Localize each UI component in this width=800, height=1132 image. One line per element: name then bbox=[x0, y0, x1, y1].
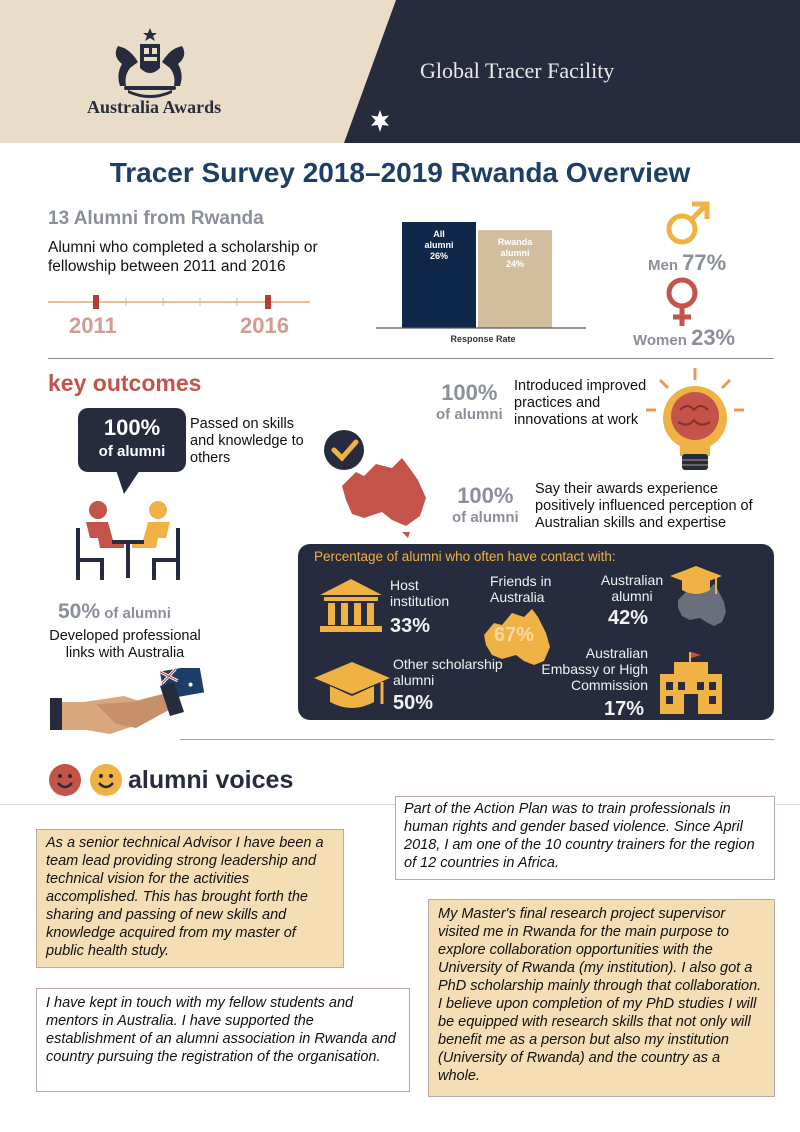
smiley-faces-icon bbox=[48, 762, 124, 798]
bar-value-all: 26% bbox=[429, 251, 448, 261]
perception-text: Say their awards experience positively influenced perception of Australian skills and expertise bbox=[535, 481, 753, 531]
female-symbol-icon bbox=[662, 276, 702, 328]
male-symbol-icon bbox=[664, 200, 712, 248]
links-text: Developed professional links with Australia bbox=[49, 628, 201, 661]
handshake-icon bbox=[50, 668, 208, 738]
alumni-count: 13 Alumni from Rwanda bbox=[48, 208, 264, 229]
bubble-percent: 100% bbox=[103, 415, 161, 440]
quote-kept-in-touch: I have kept in touch with my fellow students and mentors in Australia. I have supported the establishment of an alumni association in Rwanda and country pursuing the registration of the organisation. bbox=[36, 988, 410, 1092]
bar-label-rwanda-line2: alumni bbox=[500, 248, 530, 258]
men-stat bbox=[648, 250, 726, 276]
women-label: Women bbox=[633, 332, 687, 349]
people-meeting-icon bbox=[72, 500, 184, 584]
improved-text: Introduced improved practices and innovations at work bbox=[514, 378, 647, 428]
lightbulb-brain-icon bbox=[640, 366, 750, 476]
facility-name: Global Tracer Facility bbox=[420, 58, 615, 83]
bar-label-all bbox=[402, 229, 476, 262]
bar-label-all-line2: alumni bbox=[424, 240, 454, 250]
brand-name: Australia Awards bbox=[87, 97, 222, 117]
star-icon bbox=[369, 110, 391, 132]
page-title: Tracer Survey 2018–2019 Rwanda Overview bbox=[109, 157, 691, 188]
timeline-bar bbox=[48, 292, 310, 312]
perception-stat bbox=[452, 483, 519, 526]
voices-divider bbox=[180, 739, 774, 740]
contact-panel-title: Percentage of alumni who often have contact with: bbox=[314, 549, 616, 564]
graduation-cap-icon bbox=[312, 660, 392, 714]
perception-percent: 100% bbox=[457, 483, 514, 508]
improved-stat bbox=[436, 380, 503, 423]
quote-masters-supervisor: My Master's final research project supervisor visited me in Rwanda for the main purpose to explore collaboration opportunities with the University of Rwanda (my institution). I also got a PhD scholarship mainly through that collaboration. I believe upon completion of my PhD studies I will be equipped with research skills that not only will benefit me as a person but also my institution (University of Rwanda) and the country as a whole. bbox=[428, 899, 775, 1097]
links-percent: 50% bbox=[58, 600, 101, 623]
host-institution-icon bbox=[318, 577, 384, 633]
friends-label: Friends in Australia bbox=[490, 573, 552, 605]
key-outcomes-title: key outcomes bbox=[48, 370, 202, 396]
bubble-subtext: of alumni bbox=[98, 443, 166, 460]
bar-value-rwanda: 24% bbox=[505, 259, 524, 269]
bar-label-rwanda-line1: Rwanda bbox=[497, 237, 533, 247]
improved-subtext: of alumni bbox=[436, 406, 503, 423]
quote-senior-advisor: As a senior technical Advisor I have been a team lead providing strong leadership and technical vision for the activities accomplished. This has brought forth the sharing and passing of new skills and knowledge acquired from my master of public health study. bbox=[36, 829, 344, 968]
grad-cap-australia-icon bbox=[666, 562, 736, 632]
quote-action-plan: Part of the Action Plan was to train professionals in human rights and gender based violence. Since April 2018, I am one of the 10 country trainers for the region of 12 countries in Africa. bbox=[395, 796, 775, 880]
friends-value: 67% bbox=[494, 624, 535, 646]
embassy-building-icon bbox=[656, 652, 726, 716]
australia-map-check-icon bbox=[320, 428, 435, 538]
other-scholarship-value: 50% bbox=[393, 692, 434, 714]
men-label: Men bbox=[648, 257, 678, 274]
perception-subtext: of alumni bbox=[452, 509, 519, 526]
men-value: 77% bbox=[682, 250, 727, 275]
embassy-label: Australian Embassy or High Commission bbox=[541, 645, 648, 693]
improved-percent: 100% bbox=[441, 380, 498, 405]
aus-alumni-label: Australian alumni bbox=[600, 572, 664, 604]
women-value: 23% bbox=[691, 325, 736, 350]
coat-of-arms-logo bbox=[104, 26, 196, 98]
bar-label-all-line1: All bbox=[433, 229, 445, 239]
passed-on-text: Passed on skills and knowledge to others bbox=[190, 416, 304, 466]
links-stat bbox=[58, 600, 171, 624]
aus-alumni-value: 42% bbox=[608, 607, 649, 629]
embassy-value: 17% bbox=[604, 698, 645, 720]
host-label: Host institution bbox=[390, 577, 450, 609]
speech-bubble-text bbox=[78, 415, 186, 460]
host-value: 33% bbox=[390, 615, 431, 637]
links-subtext: of alumni bbox=[104, 605, 171, 622]
chart-x-label: Response Rate bbox=[450, 334, 516, 344]
alumni-voices-title: alumni voices bbox=[128, 766, 294, 794]
year-start: 2011 bbox=[69, 313, 117, 338]
women-stat bbox=[633, 325, 735, 351]
bar-label-rwanda bbox=[478, 237, 552, 270]
section-divider bbox=[48, 358, 774, 359]
other-scholarship-label: Other scholarship alumni bbox=[393, 656, 503, 688]
alumni-description: Alumni who completed a scholarship or fellowship between 2011 and 2016 bbox=[48, 239, 318, 275]
year-end: 2016 bbox=[240, 313, 289, 338]
